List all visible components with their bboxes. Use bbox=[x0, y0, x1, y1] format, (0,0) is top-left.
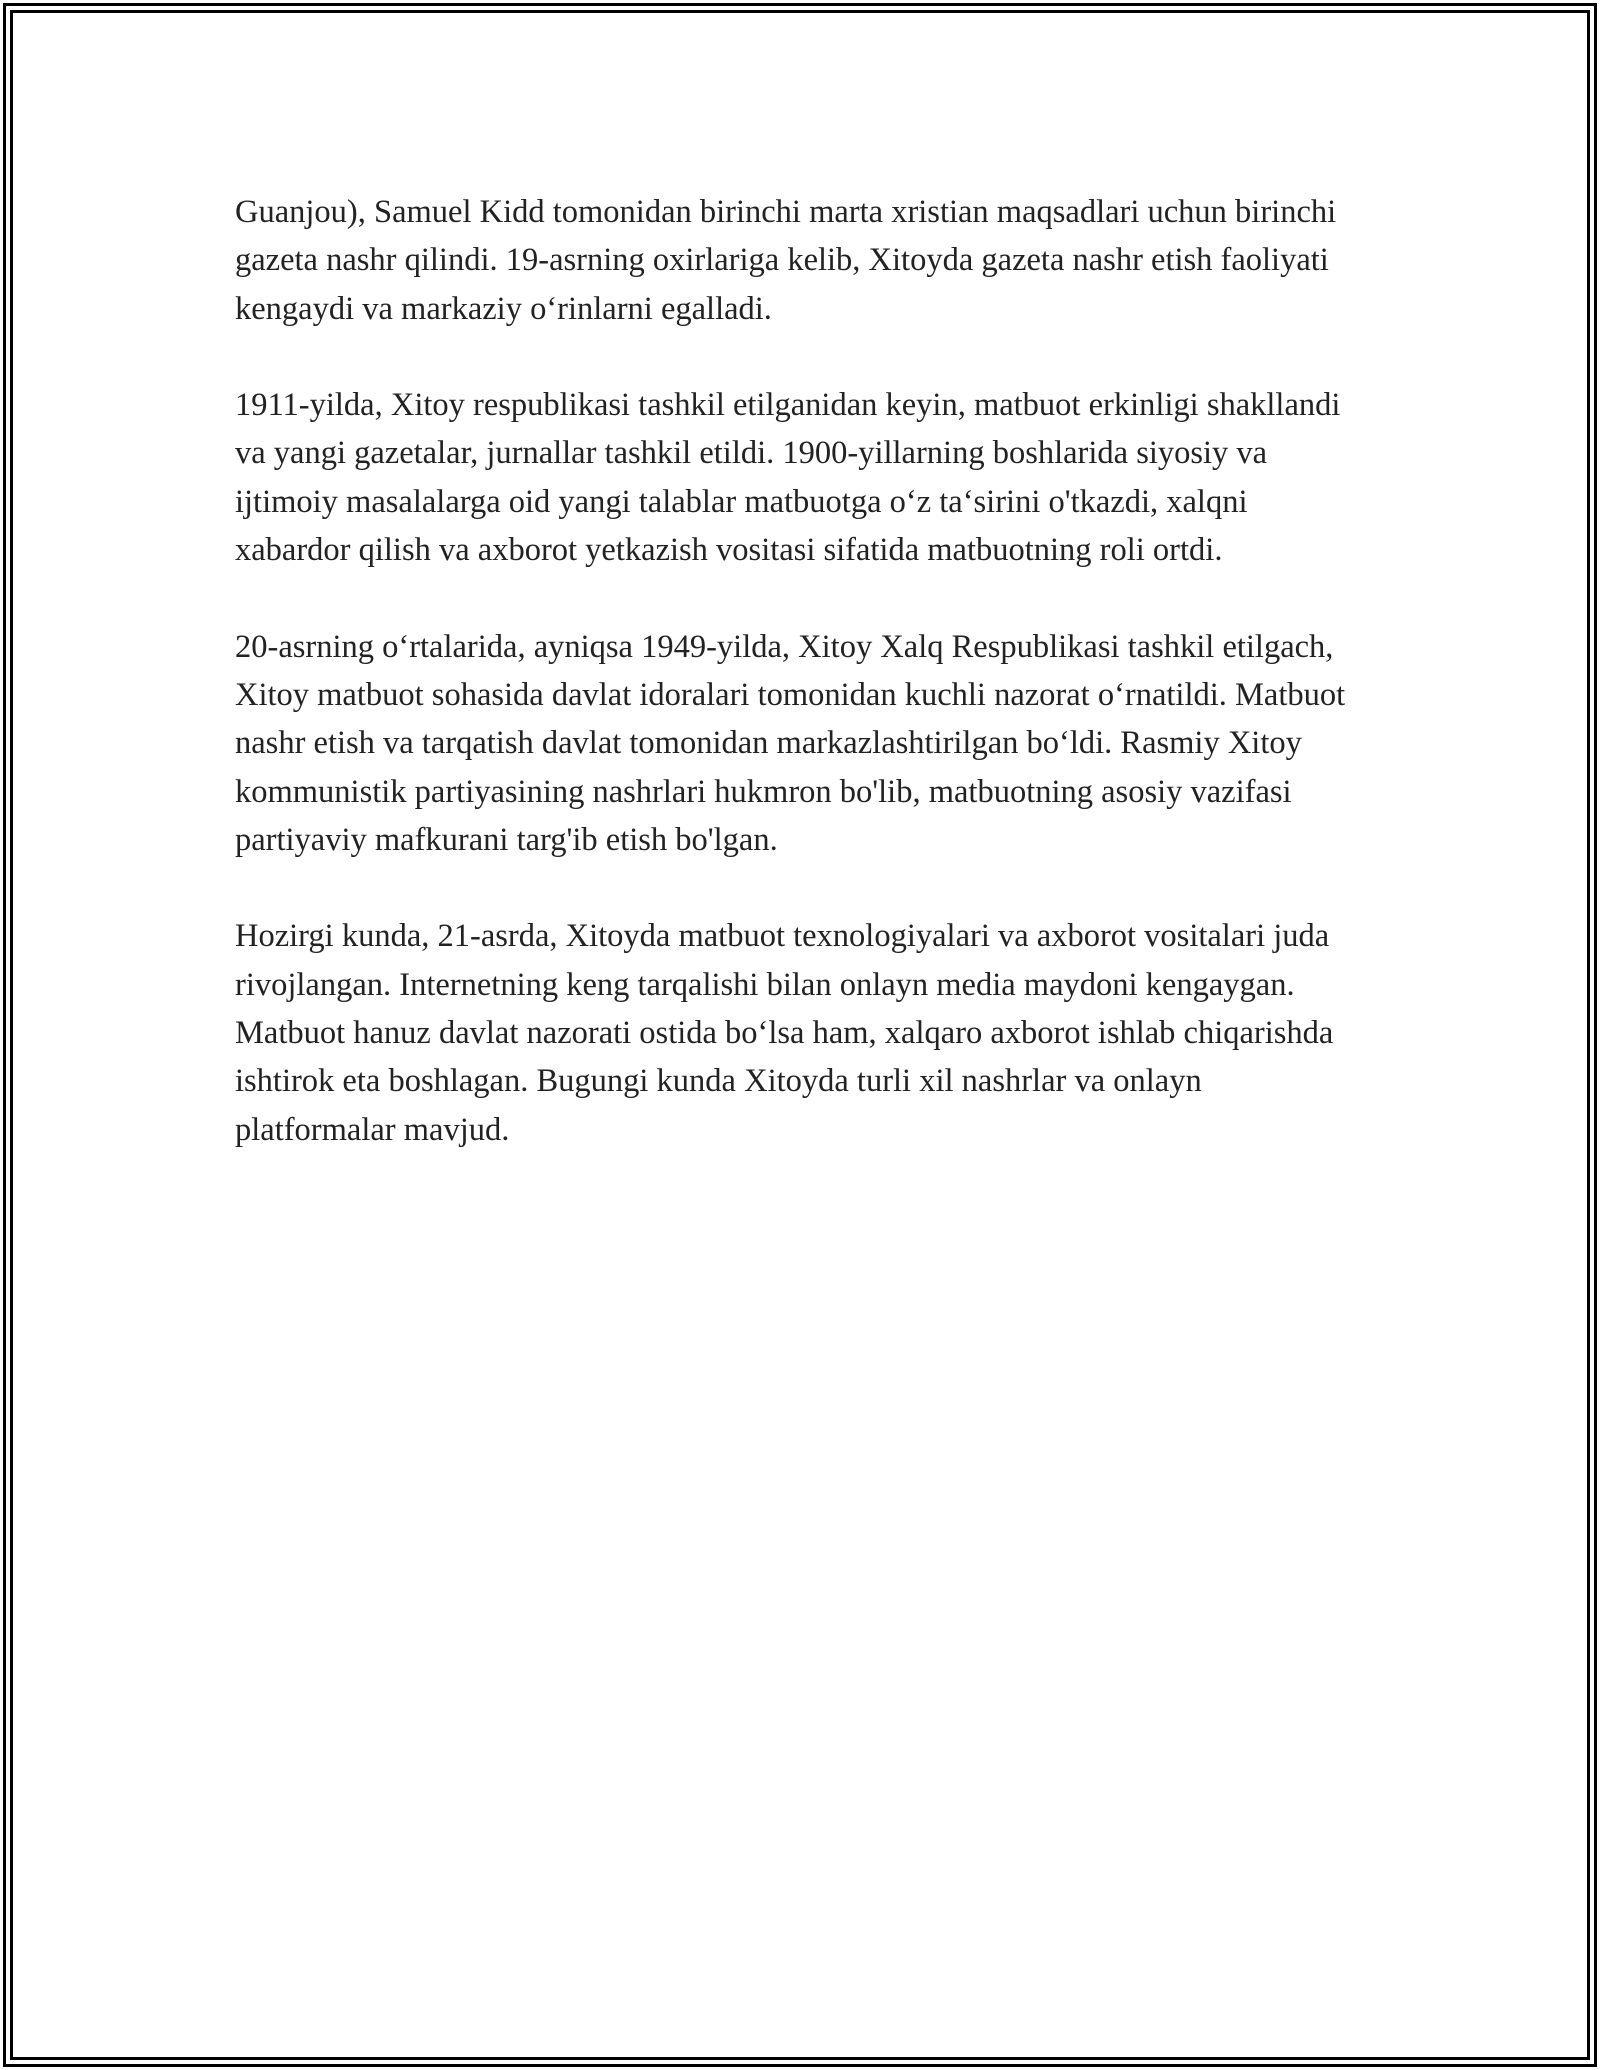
paragraph-1: Guanjou), Samuel Kidd tomonidan birinchi marta xristian maqsadlari uchun birinchi gazeta nashr qilindi. 19-asrning oxirlariga kelib, Xitoyda gazeta nashr etish faoliyati kengaydi va markaziy o‘rinlarni egalladi. bbox=[235, 194, 1337, 327]
paragraph-2: 1911-yilda, Xitoy respublikasi tashkil etilganidan keyin, matbuot erkinligi shakllandi va yangi gazetalar, jurnallar tashkil etildi. 1900-yillarning boshlarida siyosiy va ijtimoiy masalalarga oid yangi talablar matbuotga o‘z ta‘sirini o'tkazdi, xalqni xabardor qilish va axborot yetkazish vositasi sifatida matbuotning roli ortdi. bbox=[235, 387, 1341, 569]
document-body bbox=[235, 188, 1370, 1202]
paragraph-3: 20-asrning o‘rtalarida, ayniqsa 1949-yilda, Xitoy Xalq Respublikasi tashkil etilgach, Xitoy matbuot sohasida davlat idoralari tomonidan kuchli nazorat o‘rnatildi. Matbuot nashr etish va tarqatish davlat tomonidan markazlashtirilgan bo‘ldi. Rasmiy Xitoy kommunistik partiyasining nashrlari hukmron bo'lib, matbuotning asosiy vazifasi partiyaviy mafkurani targ'ib etish bo'lgan. bbox=[235, 628, 1346, 858]
paragraph-4: Hozirgi kunda, 21-asrda, Xitoyda matbuot texnologiyalari va axborot vositalari juda rivojlangan. Internetning keng tarqalishi bilan onlayn media maydoni kengaygan. Matbuot hanuz davlat nazorati ostida bo‘lsa ham, xalqaro axborot ishlab chiqarishda ishtirok eta boshlagan. Bugungi kunda Xitoyda turli xil nashrlar va onlayn platformalar mavjud. bbox=[235, 918, 1334, 1148]
